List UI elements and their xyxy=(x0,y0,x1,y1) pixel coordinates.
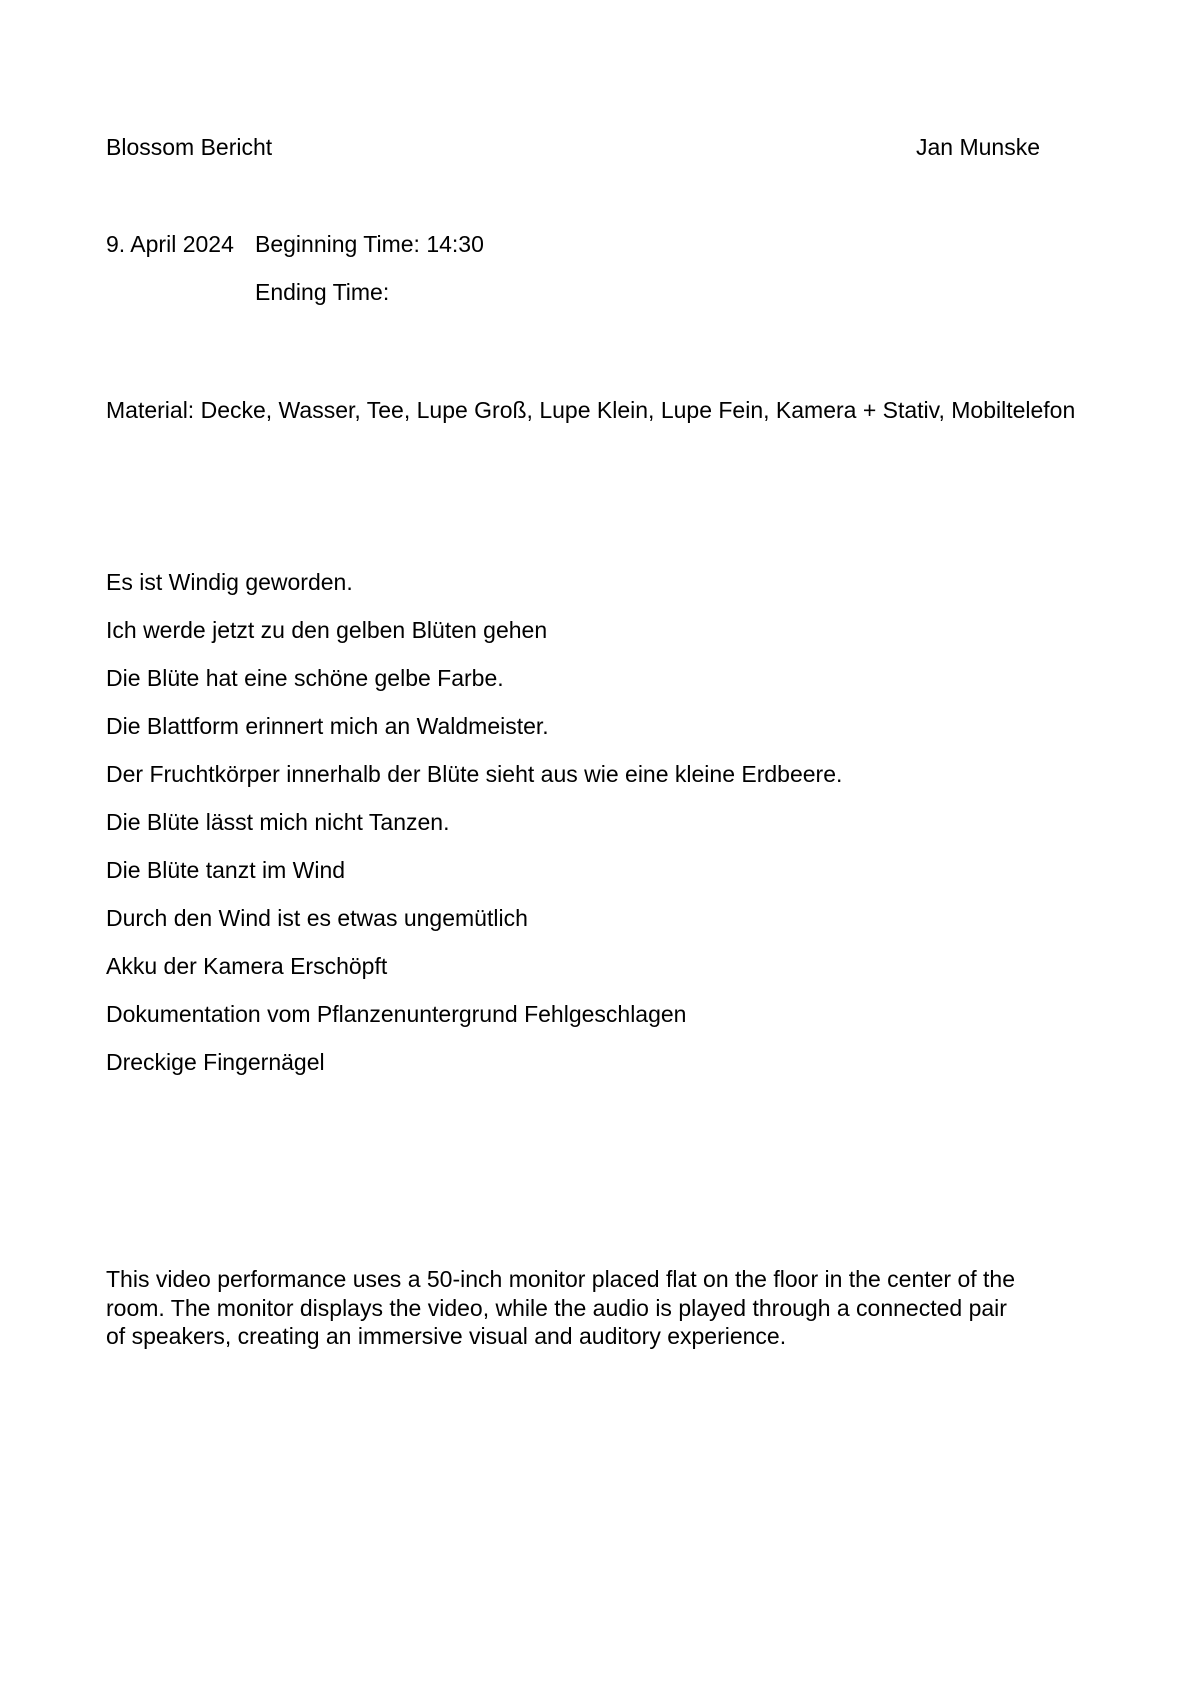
beginning-time-row xyxy=(106,230,484,258)
installation-note: This video performance uses a 50-inch monitor placed flat on the floor in the center of the room. The monitor displays the video, while the audio is played through a connected pair of speakers, creating an immersive visual and auditory experience. xyxy=(106,1266,1016,1349)
ending-time-label: Ending Time: xyxy=(255,279,390,305)
header xyxy=(106,133,1040,161)
document-title: Blossom Bericht xyxy=(106,134,273,160)
observations-list xyxy=(106,568,842,1096)
session-date: 9. April 2024 xyxy=(106,231,234,257)
session-info xyxy=(106,230,484,326)
observation-line: Durch den Wind ist es etwas ungemütlich xyxy=(106,905,528,931)
ending-time-row xyxy=(106,278,484,306)
observation-line: Es ist Windig geworden. xyxy=(106,569,353,595)
observation-line: Ich werde jetzt zu den gelben Blüten gehen xyxy=(106,617,548,643)
observation-line: Die Blüte tanzt im Wind xyxy=(106,857,346,883)
observation-line: Die Blattform erinnert mich an Waldmeister. xyxy=(106,713,549,739)
material-line: Material: Decke, Wasser, Tee, Lupe Groß, Lupe Klein, Lupe Fein, Kamera + Stativ, Mobiltelefon xyxy=(106,397,1076,423)
observation-line: Dokumentation vom Pflanzenuntergrund Fehlgeschlagen xyxy=(106,1001,687,1027)
beginning-time-label: Beginning Time: xyxy=(255,231,420,257)
author-name: Jan Munske xyxy=(915,134,1040,160)
observation-line: Die Blüte lässt mich nicht Tanzen. xyxy=(106,809,450,835)
observation-line: Der Fruchtkörper innerhalb der Blüte sieht aus wie eine kleine Erdbeere. xyxy=(106,761,843,787)
observation-line: Dreckige Fingernägel xyxy=(106,1049,325,1075)
beginning-time-value: 14:30 xyxy=(426,231,484,257)
observation-line: Akku der Kamera Erschöpft xyxy=(106,953,388,979)
observation-line: Die Blüte hat eine schöne gelbe Farbe. xyxy=(106,665,504,691)
